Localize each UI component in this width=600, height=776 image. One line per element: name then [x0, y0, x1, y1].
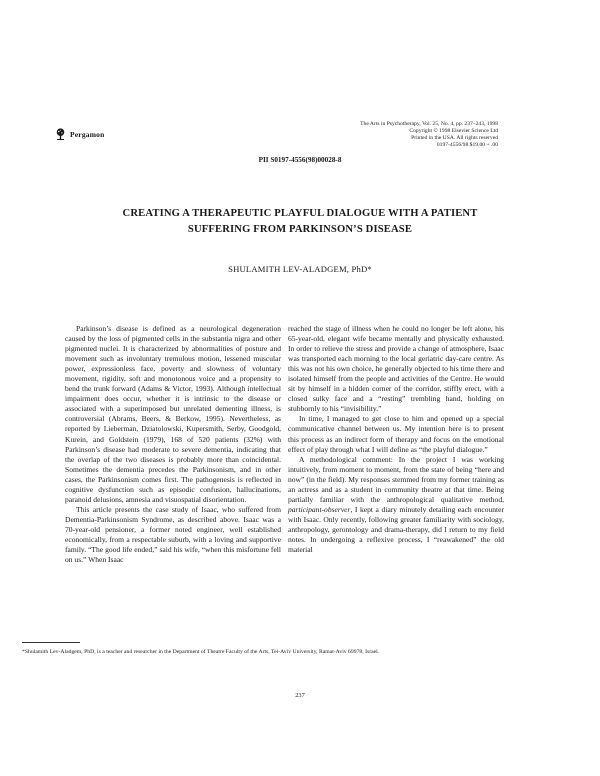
right-paragraph-1: reached the stage of illness when he could no longer be left alone, his 65-year-old, elegant wife became mentally and physically exhausted. In order to relieve the stress and provide a change of atmosphere, Isaac was transported each morning to the local geriatric day-care centre. As this was not his own choice, he generally objected to his time there and isolated himself from the people and activities of the Centre. He would sit by himself in a hidden corner of the corridor, stiffly erect, with a closed sulky face and a “resting” trembling hand, holding on stubbornly to his “invisibility.” — [288, 324, 504, 414]
journal-printed: Printed in the USA. All rights reserved — [411, 135, 498, 141]
publisher-name: Pergamon — [70, 129, 105, 139]
journal-issn: 0197-4556/98 $19.00 + .00 — [436, 142, 498, 148]
left-paragraph-1: Parkinson’s disease is defined as a neurological degeneration caused by the loss of pigmented cells in the substantia nigra and other pigmented nuclei. It is characterized by abnormalities of posture and movement such as involuntary tremulous motion, lessened muscular power, expressionless face, poverty and slowness of voluntary movement, rigidity, soft and monotonous voice and a propensity to bend the trunk forward (Adams & Victor, 1993). Although intellectual impairment does occur, whether it is intrinsic to the disease or associated with a superimposed but unrelated dementing illness, is controversial (Abrams, Beers, & Berkow, 1995). Nevertheless, as reported by Lieberman, Dziatolowski, Kupersmith, Serby, Goodgold, Kurein, and Goldstein (1979), 168 of 520 patients (32%) with Parkinson’s disease had moderate to severe dementia, indicating that the overlap of the two diseases is probably more than coincidental. Sometimes the dementia precedes the Parkinsonism, and in other cases, the Parkinsonism comes first. The pathogenesis is reflected in cognitive dysfunction such as episodic confusion, hallucinations, paranoid delusions, amnesia and visuospatial disorientation. — [65, 324, 281, 504]
participant-observer-term: participant-observer — [288, 504, 351, 514]
page-number: 237 — [295, 692, 305, 699]
right-paragraph-3-end: , I kept a diary minutely detailing each encounter with Isaac. Only recently, following greater familiarity with sociology, anthropology, gerontology and drama-therapy, did I return to my field notes. In undergoing a reflexive process, I “reawakened” the old material — [288, 504, 504, 555]
journal-citation-block — [360, 121, 498, 149]
left-paragraph-2: This article presents the case study of Isaac, who suffered from Dementia-Parkinsonism Syndrome, as described above. Isaac was a 70-year-old pensioner, a former noted engineer, well established economically, from a respectable suburb, with a loving and supportive family. “The good life ended,” said his wife, “when this misfortune fell on us.” When Isaac — [65, 504, 281, 565]
footnote-divider — [22, 642, 80, 643]
article-title-line-1: CREATING A THERAPEUTIC PLAYFUL DIALOGUE WITH A PATIENT — [122, 208, 478, 219]
journal-copyright: Copyright © 1998 Elsevier Science Ltd — [409, 128, 498, 134]
journal-citation: The Arts in Psychotherapy, Vol. 25, No. 4, pp. 237–243, 1998 — [360, 121, 498, 127]
pergamon-tree-logo-icon — [55, 128, 66, 140]
right-column — [288, 324, 504, 555]
author-footnote: *Shulamith Lev-Aladgem, PhD, is a teacher and researcher in the Department of Theatre Faculty of the Arts, Tel-Aviv University, Ramat-Aviv 69978, Israel. — [22, 649, 380, 655]
right-paragraph-3 — [288, 455, 504, 555]
right-paragraph-3-start: A methodological comment: In the project I was working intuitively, from moment to moment, from the state of being “here and now” (in the field). My responses stemmed from my former training as an actress and as a student in community theatre at that time. Being partially familiar with the anthropological qualitative method, — [288, 454, 504, 504]
left-column — [65, 324, 281, 565]
right-paragraph-2: In time, I managed to get close to him and opened up a special communicative channel between us. My intention here is to present this process as an indirect form of therapy and focus on the emotional effect of play through what I will define as “the playful dialogue.” — [288, 414, 504, 454]
pii-identifier: PII S0197-4556(98)00028-8 — [258, 156, 342, 164]
publisher-logo — [55, 128, 105, 140]
article-title — [40, 206, 560, 238]
article-title-line-2: SUFFERING FROM PARKINSON’S DISEASE — [187, 224, 413, 235]
author-name: SHULAMITH LEV-ALADGEM, PhD* — [228, 264, 372, 274]
